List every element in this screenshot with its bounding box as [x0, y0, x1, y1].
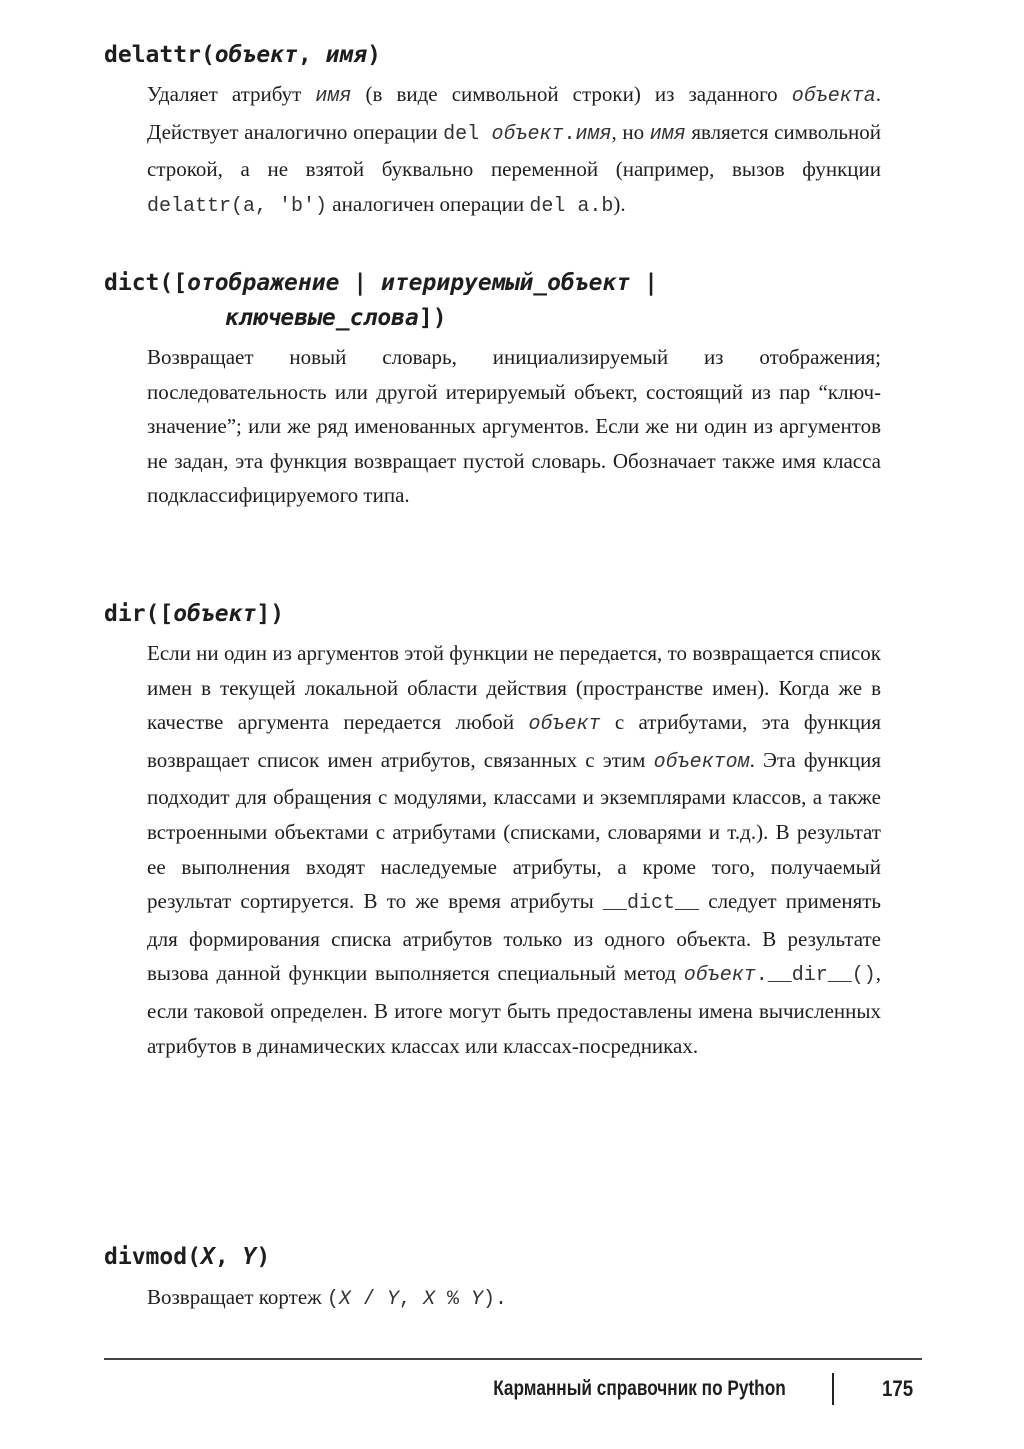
paren: )	[256, 1244, 271, 1270]
body-text: Возвращает новый словарь, инициализируемый из отображения; последовательность или другой итерируемый объект, состоящий из пар “ключ-значение”; или же ряд именованных аргументов. Если же ни один из аргументов не задан, эта функция возвращает пустой словарь. Обозначает также имя класса подклассифицируемого типа.	[147, 345, 881, 508]
param: X	[200, 1244, 215, 1270]
separator: |	[339, 270, 381, 296]
code-text: delattr(a, 'b')	[147, 194, 328, 218]
code-text: del a.b	[529, 194, 614, 218]
code-text: (	[326, 1288, 339, 1311]
code-text: .	[563, 122, 576, 146]
code-param: объект	[683, 964, 756, 988]
entry-heading-divmod	[104, 1240, 270, 1274]
paren: ([	[145, 601, 174, 627]
code-param: объект	[491, 122, 564, 146]
code-text: /	[350, 1288, 387, 1311]
separator: ,	[297, 42, 326, 68]
entry-description-dir	[147, 636, 881, 1063]
param: ключевые_слова	[225, 305, 419, 331]
param: Y	[242, 1244, 257, 1270]
body-text: (в виде символьной строки) из заданного	[351, 82, 792, 106]
code-text: del	[443, 122, 492, 146]
description-paragraph	[147, 77, 881, 224]
entry-heading-dir	[104, 597, 284, 631]
code-text: %	[435, 1288, 472, 1311]
description-paragraph	[147, 340, 881, 513]
entry-description-divmod	[147, 1280, 881, 1318]
body-text: . Эта функция подходит для обращения с модулями, классами и экземплярами классов, а также встроенными объектами с атрибутами (списками, словарями и т.д.). В результат ее выполнения входят наследуемые атрибуты, а кроме того, получаемый результат сортируется. В то же время атрибуты	[147, 747, 881, 914]
code-param: имя	[575, 122, 612, 146]
code-param: Y	[471, 1288, 484, 1311]
code-param: объект	[528, 713, 601, 737]
function-name: dict	[104, 270, 160, 296]
param: объект	[214, 42, 298, 68]
paren: (	[187, 1244, 201, 1270]
code-text: __dict__	[603, 892, 700, 916]
entry-description-dict	[147, 340, 881, 513]
entry-description-delattr	[147, 77, 881, 224]
param: итерируемый_объект	[380, 270, 631, 296]
code-param: имя	[315, 85, 352, 108]
description-paragraph	[147, 636, 881, 1063]
body-text: является символьной строкой, а не взятой буквально переменной (например, вызов функции	[147, 119, 881, 182]
code-param: имя	[649, 122, 686, 146]
footer-book-title: Карманный справочник по Python	[493, 1377, 786, 1400]
footer-separator	[832, 1373, 834, 1405]
paren: )	[367, 42, 381, 68]
paren: ])	[418, 305, 447, 331]
separator: ,	[214, 1244, 243, 1270]
param: отображение	[187, 270, 340, 296]
function-name: divmod	[104, 1244, 188, 1270]
entry-heading-dict-continued	[225, 301, 447, 335]
body-text: , но	[611, 119, 650, 144]
code-param: X	[422, 1288, 435, 1311]
param: имя	[325, 42, 368, 68]
code-param: объектом	[653, 750, 750, 774]
description-paragraph	[147, 1280, 881, 1318]
separator: |	[630, 270, 658, 296]
code-param: Y	[386, 1288, 399, 1311]
code-text: .__dir__()	[755, 964, 876, 988]
page-number: 175	[882, 1376, 914, 1401]
body-text: . Действует аналогично операции	[147, 82, 882, 144]
body-text: следует применять для формирования списка атрибутов только из одного объекта. В результате вызова данной функции выполняется специальный метод	[147, 889, 881, 986]
code-text: ).	[483, 1288, 508, 1311]
body-text: Если ни один из аргументов этой функции не передается, то возвращается список имен в текущей локальной области действия (пространстве имен). Когда же в качестве аргумента передается любой	[147, 641, 881, 735]
footer-rule	[104, 1358, 922, 1360]
param: объект	[173, 601, 257, 627]
body-text: Возвращает кортеж	[147, 1285, 327, 1309]
entry-heading-dict	[104, 266, 658, 300]
body-text: аналогичен операции	[327, 191, 530, 216]
function-name: dir	[104, 601, 146, 627]
paren: (	[200, 42, 215, 68]
body-text: , если таковой определен. В итоге могут быть предоставлены имена вычисленных атрибутов в динамических классах или классах-посредниках.	[147, 961, 881, 1058]
code-param: X	[338, 1288, 351, 1311]
code-param: объекта	[791, 85, 876, 108]
paren: ])	[256, 601, 285, 627]
body-text: Удаляет атрибут	[147, 82, 316, 106]
body-text: с атрибутами, эта функция возвращает список имен атрибутов, связанных с этим	[147, 710, 881, 772]
body-text: ).	[613, 191, 626, 216]
entry-heading-delattr	[104, 38, 381, 72]
function-name: delattr	[104, 42, 201, 68]
code-text: ,	[398, 1288, 423, 1311]
paren: ([	[159, 270, 188, 296]
